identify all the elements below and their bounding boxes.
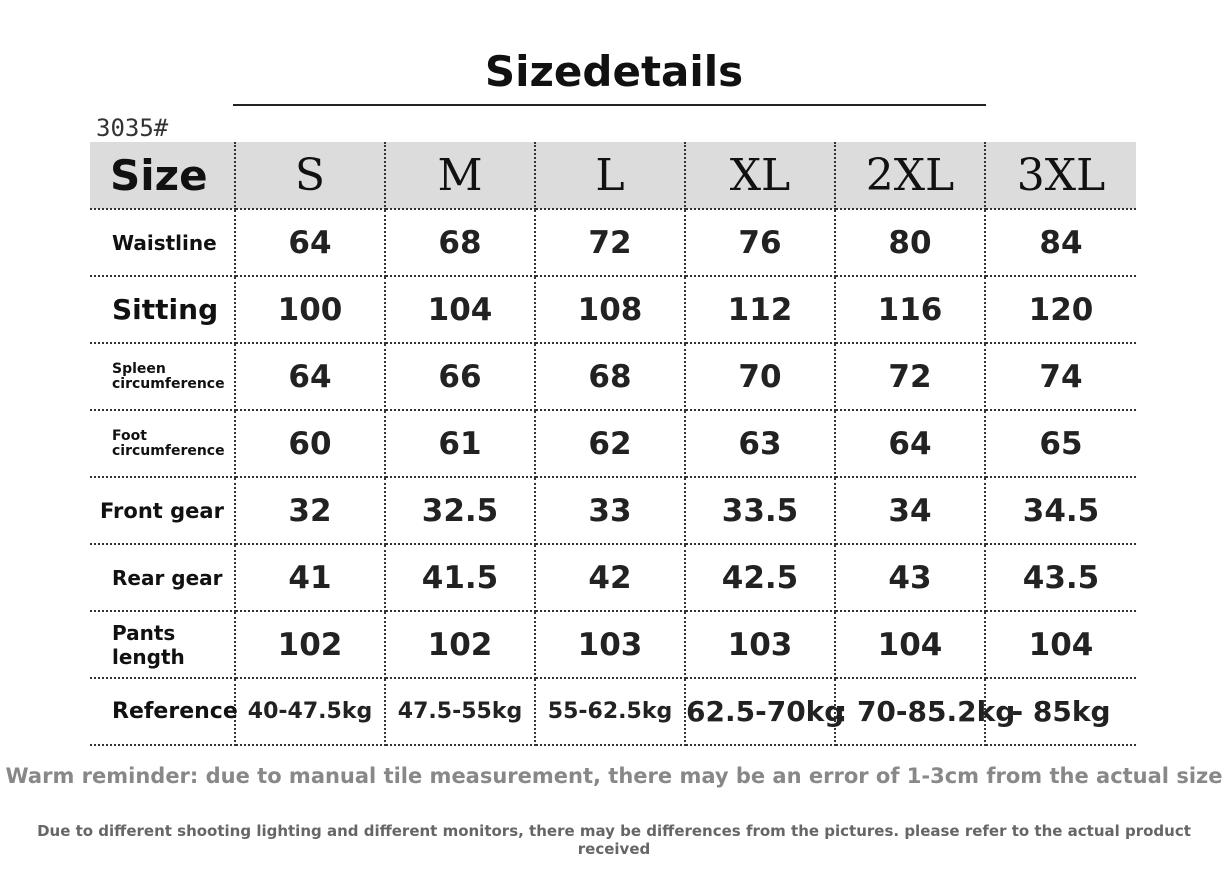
table-cell: 64	[235, 209, 385, 276]
table-header-row	[90, 142, 1136, 209]
table-row	[90, 276, 1136, 343]
table-row	[90, 477, 1136, 544]
reference-cell: 55-62.5kg	[535, 678, 685, 745]
size-column-header: M	[385, 142, 535, 209]
table-cell: 33	[535, 477, 685, 544]
row-label-spleen-circumference: Spleen circumference	[90, 343, 235, 410]
table-cell: 33.5	[685, 477, 835, 544]
table-cell: 68	[385, 209, 535, 276]
product-code: 3035#	[96, 114, 169, 142]
table-row	[90, 410, 1136, 477]
table-cell: 60	[235, 410, 385, 477]
page-title: Sizedetails	[484, 47, 744, 96]
table-cell: 103	[535, 611, 685, 678]
row-label-sitting: Sitting	[90, 276, 235, 343]
table-cell: 100	[235, 276, 385, 343]
table-cell: 108	[535, 276, 685, 343]
color-disclaimer: Due to different shooting lighting and different monitors, there may be differences from the pictures. please refer to the actual product received	[37, 822, 1191, 858]
table-cell: 102	[385, 611, 535, 678]
reference-cell: 47.5-55kg	[385, 678, 535, 745]
row-label-rear-gear: Rear gear	[90, 544, 235, 611]
table-cell: 104	[835, 611, 985, 678]
row-label-reference: Reference	[90, 678, 235, 745]
table-row	[90, 611, 1136, 678]
table-cell: 63	[685, 410, 835, 477]
table-cell: 102	[235, 611, 385, 678]
table-row	[90, 343, 1136, 410]
size-column-header: S	[235, 142, 385, 209]
table-cell: 70	[685, 343, 835, 410]
table-cell: 120	[985, 276, 1136, 343]
table-cell: 68	[535, 343, 685, 410]
table-cell: 64	[835, 410, 985, 477]
table-cell: 32.5	[385, 477, 535, 544]
size-chart-table	[90, 142, 1136, 746]
table-cell: 104	[985, 611, 1136, 678]
title-divider	[233, 104, 986, 106]
size-header-label: Size	[90, 142, 235, 209]
table-cell: 61	[385, 410, 535, 477]
table-cell: 80	[835, 209, 985, 276]
table-cell: 72	[835, 343, 985, 410]
reference-cell: : 70-85.2kg	[835, 678, 985, 745]
table-cell: 66	[385, 343, 535, 410]
table-cell: 62	[535, 410, 685, 477]
table-cell: 43	[835, 544, 985, 611]
table-cell: 76	[685, 209, 835, 276]
table-cell: 32	[235, 477, 385, 544]
measurement-reminder: Warm reminder: due to manual tile measurement, there may be an error of 1-3cm from the actual size	[5, 764, 1223, 788]
reference-cell: 40-47.5kg	[235, 678, 385, 745]
size-column-header: XL	[685, 142, 835, 209]
table-cell: 41	[235, 544, 385, 611]
table-cell: 64	[235, 343, 385, 410]
size-column-header: 2XL	[835, 142, 985, 209]
table-cell: 104	[385, 276, 535, 343]
table-cell: 84	[985, 209, 1136, 276]
row-label-front-gear: Front gear	[90, 477, 235, 544]
table-cell: 74	[985, 343, 1136, 410]
table-cell: 43.5	[985, 544, 1136, 611]
table-cell: 41.5	[385, 544, 535, 611]
reference-row	[90, 678, 1136, 745]
size-column-header: L	[535, 142, 685, 209]
reference-cell: - 85kg	[985, 678, 1136, 745]
row-label-waistline: Waistline	[90, 209, 235, 276]
table-cell: 112	[685, 276, 835, 343]
row-label-foot-circumference: Foot circumference	[90, 410, 235, 477]
reference-cell: 62.5-70kg	[685, 678, 835, 745]
table-cell: 34.5	[985, 477, 1136, 544]
table-row	[90, 544, 1136, 611]
table-cell: 116	[835, 276, 985, 343]
table-cell: 42	[535, 544, 685, 611]
table-cell: 65	[985, 410, 1136, 477]
table-cell: 34	[835, 477, 985, 544]
table-row	[90, 209, 1136, 276]
table-cell: 42.5	[685, 544, 835, 611]
table-cell: 72	[535, 209, 685, 276]
row-label-pants-length: Pants length	[90, 611, 235, 678]
table-cell: 103	[685, 611, 835, 678]
size-column-header: 3XL	[985, 142, 1136, 209]
